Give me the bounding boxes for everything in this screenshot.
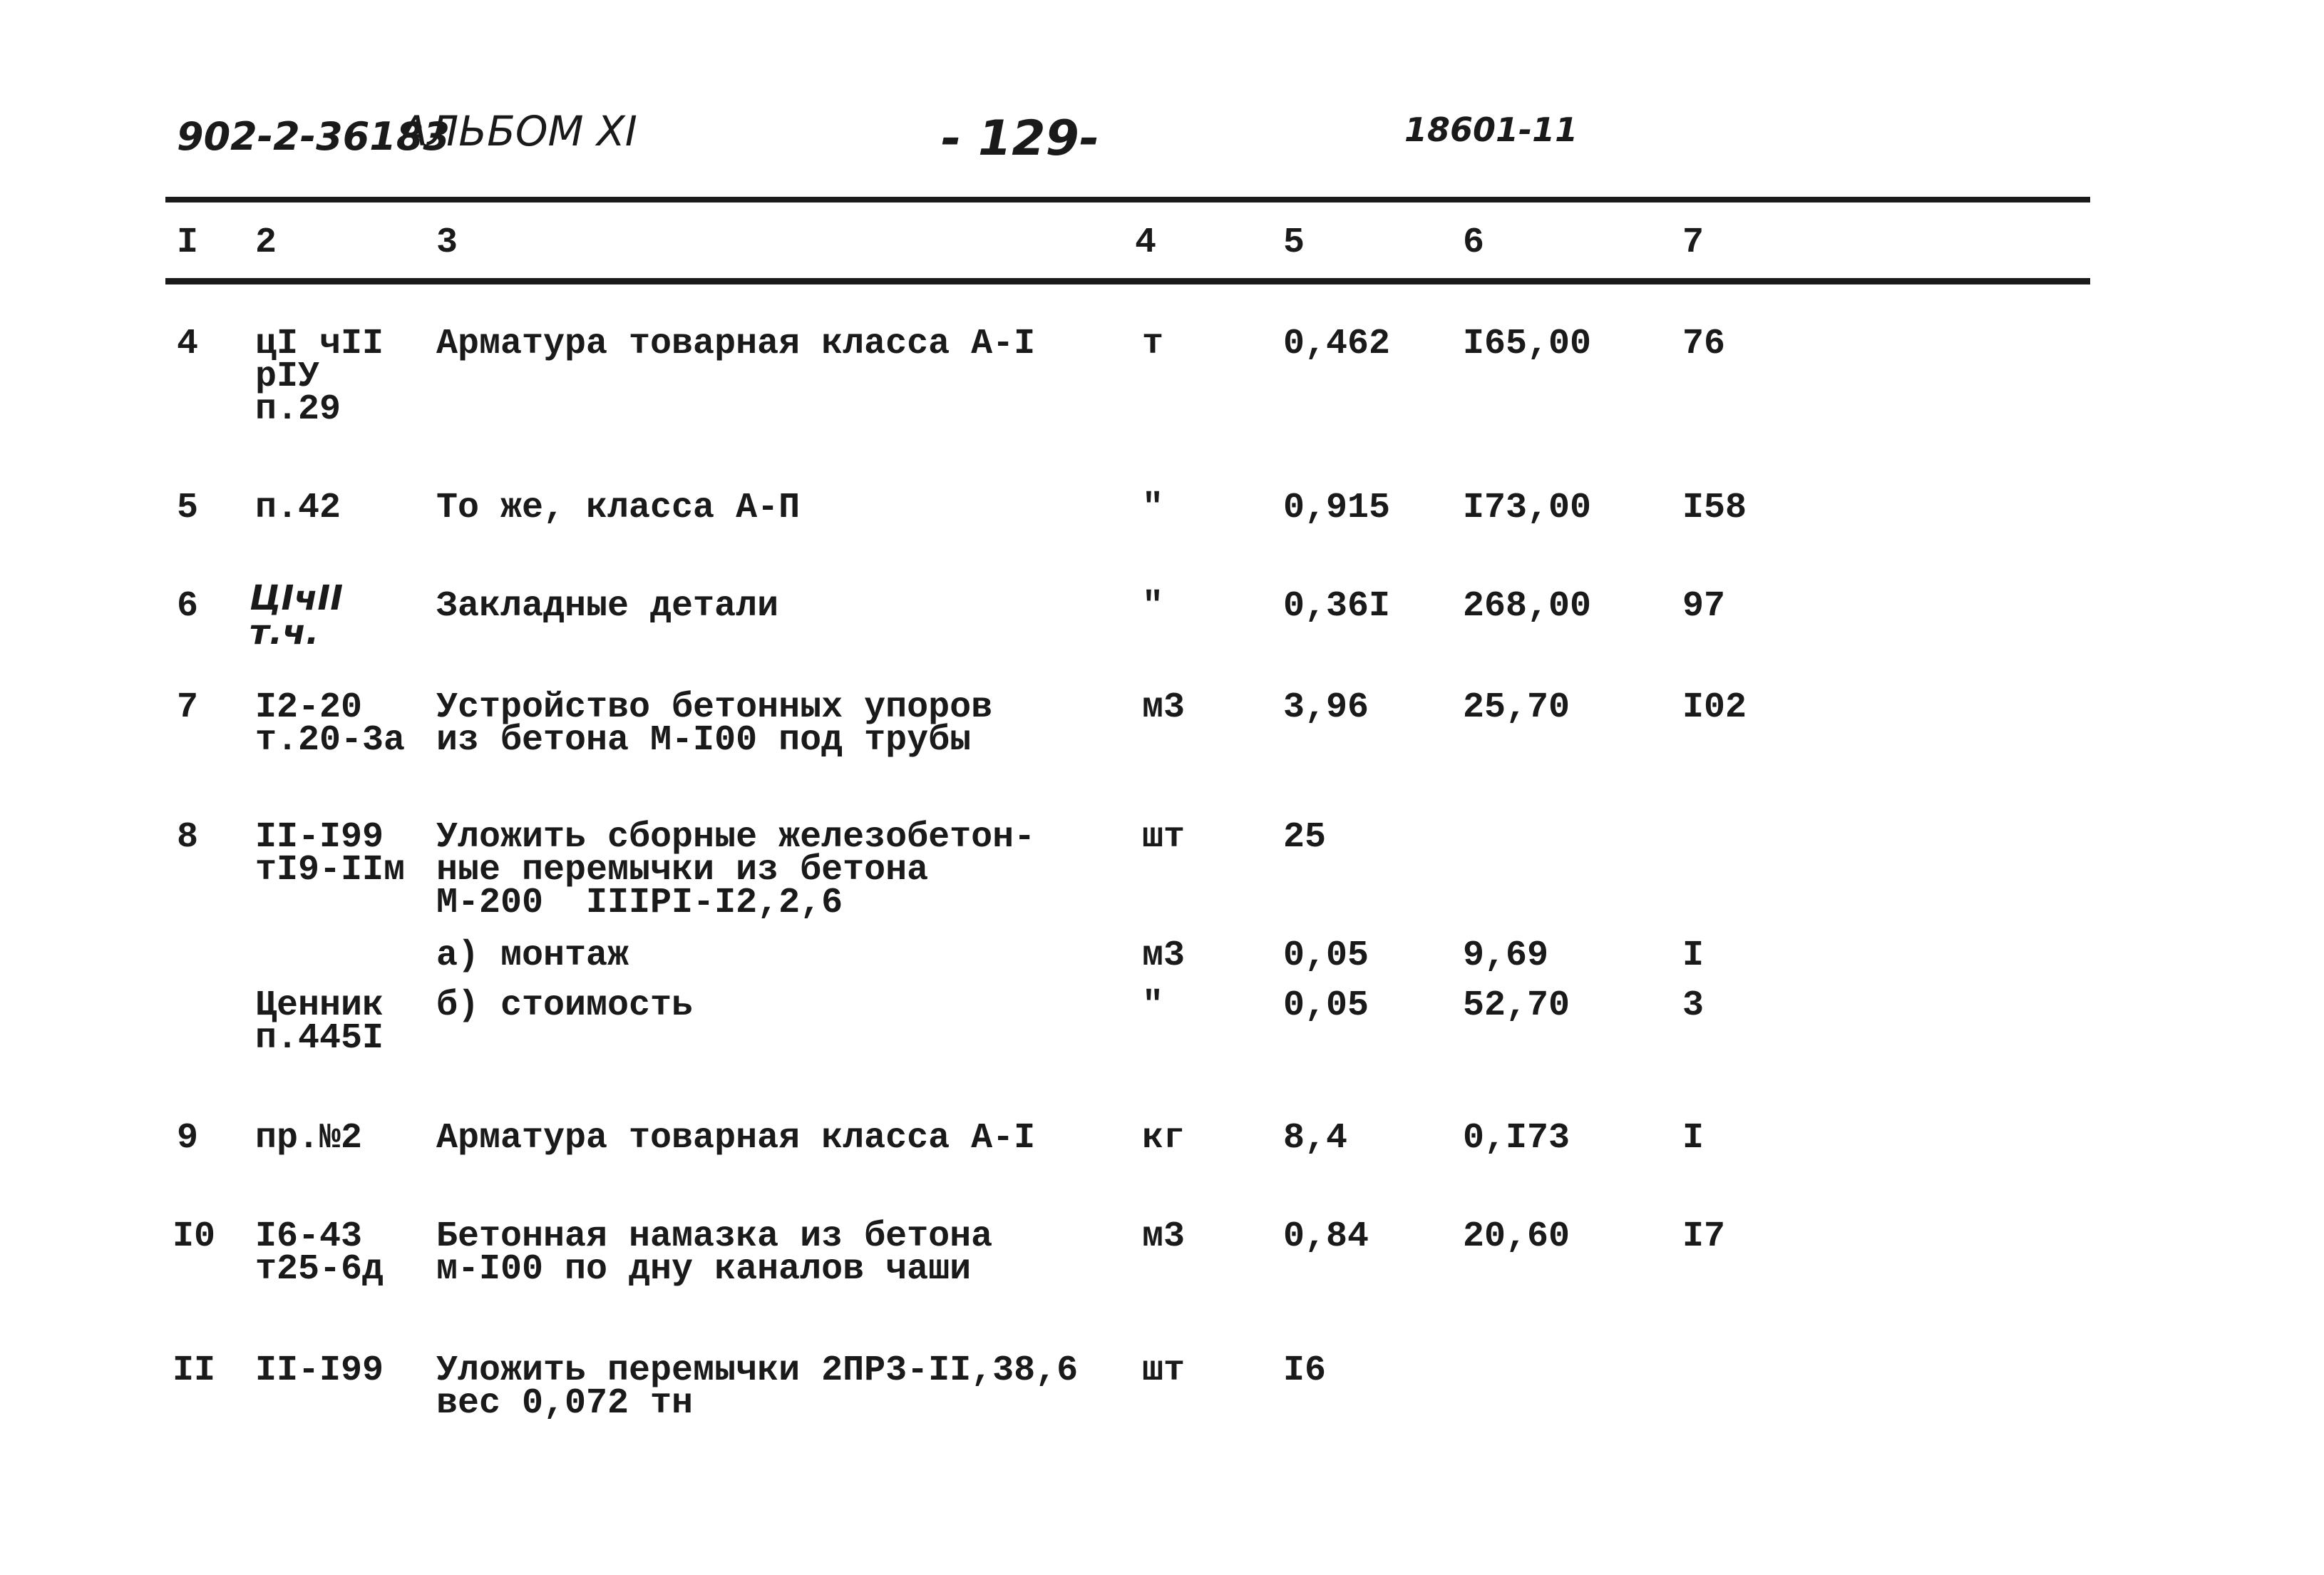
row-code: II-I99 (255, 1350, 384, 1391)
row-quantity: 25 (1283, 817, 1327, 858)
row-description: Арматура товарная класса A-I (436, 1118, 1036, 1159)
row-number: 7 (177, 687, 199, 728)
row-total: 76 (1682, 324, 1726, 364)
row-total: I (1682, 935, 1705, 976)
row-number: 8 (177, 817, 199, 858)
row-total: 97 (1682, 586, 1726, 627)
row-price: I73,00 (1463, 488, 1592, 528)
row-description: Уложить перемычки 2ПР3-II,38,6 вес 0,072 тн (436, 1350, 1079, 1424)
row-number: 6 (177, 586, 199, 627)
row-code: II-I99 тI9-IIм (255, 817, 406, 891)
row-code: Ценник п.445I (255, 985, 384, 1059)
row-unit: кг (1142, 1118, 1186, 1159)
row-number: 5 (177, 488, 199, 528)
row-quantity: 0,915 (1283, 488, 1391, 528)
row-description: Уложить сборные железобетон- ные перемычки из бетона М-200 IIIPI-I2,2,6 (436, 817, 1036, 923)
row-description: Закладные детали (436, 586, 779, 627)
header-top-rule (165, 197, 2090, 202)
row-quantity: 3,96 (1283, 687, 1369, 728)
row-quantity: 0,05 (1283, 985, 1369, 1026)
column-header: 2 (255, 222, 277, 263)
row-total: I (1682, 1118, 1705, 1159)
row-unit: м3 (1142, 687, 1186, 728)
row-code: пр.№2 (255, 1118, 363, 1159)
row-unit: шт (1142, 1350, 1186, 1391)
row-code: I2-20 т.20-3а (255, 687, 406, 761)
row-quantity: 0,84 (1283, 1216, 1369, 1257)
row-code: I6-43 т25-6д (255, 1216, 384, 1290)
row-quantity: 0,462 (1283, 324, 1391, 364)
row-description: То же, класса А-П (436, 488, 801, 528)
row-quantity: 0,05 (1283, 935, 1369, 976)
row-price: 20,60 (1463, 1216, 1570, 1257)
row-description: Арматура товарная класса A-I (436, 324, 1036, 364)
row-number: 4 (177, 324, 199, 364)
row-quantity: 0,36I (1283, 586, 1391, 627)
row-description: б) стоимость (436, 985, 694, 1026)
row-total: I02 (1682, 687, 1747, 728)
row-code: цI чII pIУ п.29 (255, 324, 384, 430)
row-total: I58 (1682, 488, 1747, 528)
page-number: - 129- (941, 111, 1100, 167)
row-number: I0 (173, 1216, 216, 1257)
row-unit: м3 (1142, 1216, 1186, 1257)
row-total: 3 (1682, 985, 1705, 1026)
row-price: 268,00 (1463, 586, 1592, 627)
row-unit: " (1142, 488, 1164, 528)
row-unit: " (1142, 586, 1164, 627)
row-price: 52,70 (1463, 985, 1570, 1026)
column-header: 4 (1135, 222, 1157, 263)
column-header: I (177, 222, 199, 263)
doc-code: 902-2-36183 (177, 114, 450, 159)
row-description: Устройство бетонных упоров из бетона М-I00 под трубы (436, 687, 993, 761)
column-header: 3 (436, 222, 458, 263)
row-unit: " (1142, 985, 1164, 1026)
header-bottom-rule (165, 278, 2090, 284)
row-number: 9 (177, 1118, 199, 1159)
row-number: II (173, 1350, 216, 1391)
row-unit: м3 (1142, 935, 1186, 976)
doc-stamp: 18601-11 (1404, 111, 1578, 149)
row-unit: шт (1142, 817, 1186, 858)
column-header: 5 (1283, 222, 1305, 263)
row-price: 25,70 (1463, 687, 1570, 728)
row-price: I65,00 (1463, 324, 1592, 364)
row-price: 9,69 (1463, 935, 1549, 976)
column-header: 7 (1682, 222, 1705, 263)
column-header: 6 (1463, 222, 1485, 263)
row-unit: т (1142, 324, 1164, 364)
row-price: 0,I73 (1463, 1118, 1570, 1159)
album-label: АЛЬБОМ XI (399, 107, 637, 155)
row-quantity: 8,4 (1283, 1118, 1348, 1159)
row-code-handwritten: ЦIчII т.ч. (250, 578, 344, 652)
row-description: Бетонная намазка из бетона м-I00 по дну каналов чаши (436, 1216, 993, 1290)
row-quantity: I6 (1283, 1350, 1327, 1391)
row-total: I7 (1682, 1216, 1726, 1257)
row-description: а) монтаж (436, 935, 629, 976)
row-code: п.42 (255, 488, 341, 528)
